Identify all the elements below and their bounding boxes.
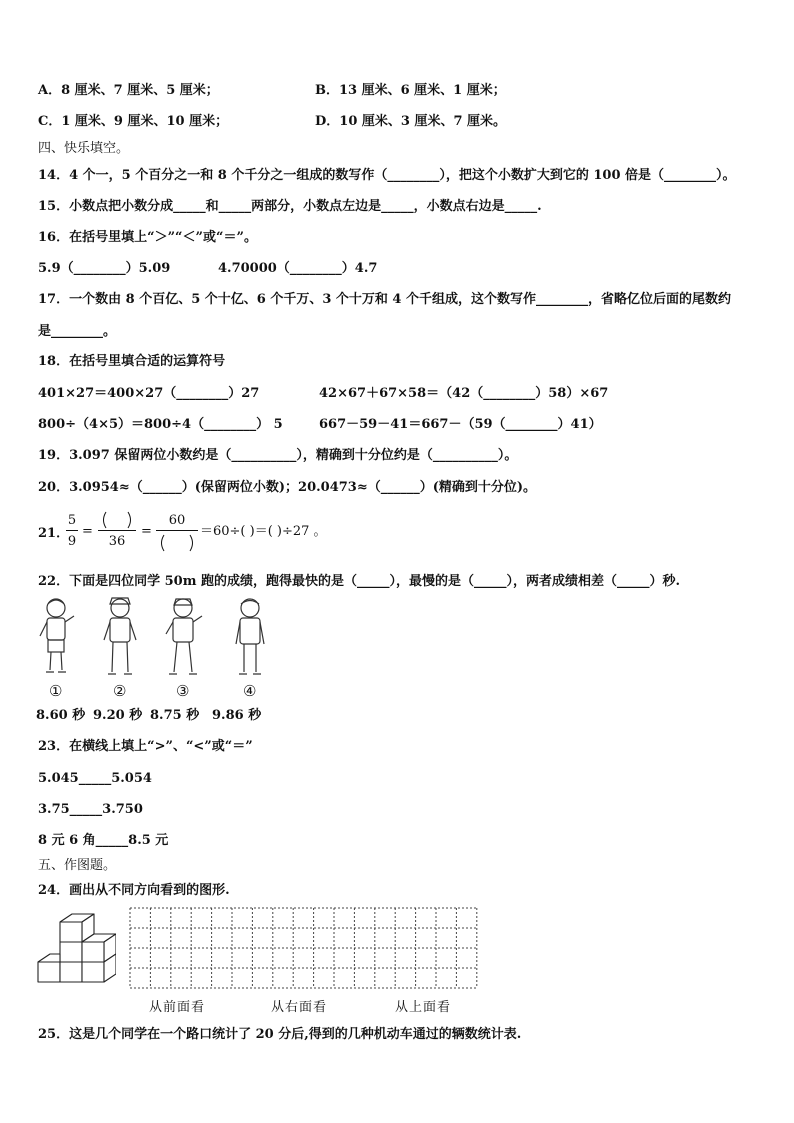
question-18-a: 401×27＝400×27（________）27 (38, 386, 260, 401)
caption-right-view: 从右面看 (271, 1000, 328, 1015)
question-17-line1: 17．一个数由 8 个百亿、5 个十亿、6 个千万、3 个十万和 4 个千组成，这个数写作________，省略亿位后面的尾数约 (38, 292, 731, 307)
question-23-b: 3.75_____3.750 (38, 802, 143, 817)
option-a: A．8 厘米、7 厘米、5 厘米； (38, 83, 219, 98)
student-2-mark: ② (113, 682, 127, 700)
drawing-grid[interactable] (129, 907, 479, 993)
question-16-b: 4.70000（________）4.7 (218, 261, 378, 276)
fraction-3-numerator: 60 (168, 513, 186, 528)
question-23-a: 5.045_____5.054 (38, 771, 152, 786)
fraction-1-bar (66, 530, 78, 531)
option-d: D．10 厘米、3 厘米、7 厘米。 (315, 114, 507, 129)
equals-1: = (82, 524, 93, 539)
section-5-title: 五、作图题。 (38, 858, 117, 873)
student-2-time: 9.20 秒 (93, 708, 143, 723)
student-4-figure (236, 599, 264, 674)
caption-front-view: 从前面看 (149, 1000, 206, 1015)
question-24-stem: 24．画出从不同方向看到的图形. (38, 883, 230, 898)
student-4-time: 9.86 秒 (212, 708, 262, 723)
student-3-mark: ③ (176, 682, 190, 700)
dotted-grid[interactable] (129, 907, 479, 989)
fraction-3-bar (156, 530, 198, 531)
fraction-1-numerator: 5 (67, 513, 77, 528)
equals-2: = (141, 524, 152, 539)
question-25: 25．这是几个同学在一个路口统计了 20 分后,得到的几种机动车通过的辆数统计表. (38, 1027, 522, 1042)
question-22: 22．下面是四位同学 50m 跑的成绩，跑得最快的是（_____），最慢的是（_____），两者成绩相差（_____）秒. (38, 574, 681, 589)
question-16-a: 5.9（________）5.09 (38, 261, 171, 276)
cube-stack-figure (36, 908, 116, 984)
question-18-stem: 18．在括号里填合适的运算符号 (38, 354, 226, 369)
question-19: 19．3.097 保留两位小数约是（__________），精确到十分位约是（__________）。 (38, 448, 518, 463)
question-23-stem: 23．在横线上填上“>”、“<”或“＝” (38, 739, 253, 754)
student-3-figure (166, 599, 202, 674)
question-20: 20．3.0954≈（______）(保留两位小数)；20.0473≈（______）(精确到十分位)。 (38, 480, 537, 495)
question-16-stem: 16．在括号里填上“＞”“＜”或“＝”。 (38, 230, 257, 245)
caption-top-view: 从上面看 (395, 1000, 452, 1015)
student-1-mark: ① (49, 682, 63, 700)
fraction-2-denominator: 36 (108, 534, 126, 549)
question-17-line2: 是________。 (38, 324, 117, 339)
question-18-d: 667－59－41＝667－（59（________）41） (319, 417, 602, 432)
question-23-c: 8 元 6 角_____8.5 元 (38, 833, 169, 848)
question-18-c: 800÷（4×5）＝800÷4（________） 5 (38, 417, 283, 432)
fraction-tail: ＝60÷( )＝( )÷27 。 (200, 524, 327, 539)
option-c: C．1 厘米、9 厘米、10 厘米； (38, 114, 229, 129)
option-b: B．13 厘米、6 厘米、1 厘米； (315, 83, 506, 98)
student-1-figure (40, 599, 74, 672)
student-3-time: 8.75 秒 (150, 708, 200, 723)
question-21-label: 21． (38, 526, 70, 541)
fraction-1-denominator: 9 (67, 534, 77, 549)
student-2-figure (104, 598, 136, 674)
fraction-2-numerator-blank (98, 510, 136, 530)
question-14: 14．4 个一，5 个百分之一和 8 个千分之一组成的数写作（________），把这个小数扩大到它的 100 倍是（________）。 (38, 168, 736, 183)
student-4-mark: ④ (243, 682, 257, 700)
question-18-b: 42×67＋67×58＝（42（________）58）×67 (319, 386, 609, 401)
section-4-title: 四、快乐填空。 (38, 141, 130, 156)
student-1-time: 8.60 秒 (36, 708, 86, 723)
fraction-3-denominator-blank (156, 533, 198, 553)
student-figures (36, 594, 276, 702)
fraction-2-bar (98, 530, 136, 531)
question-15: 15．小数点把小数分成_____和_____两部分，小数点左边是_____，小数点右边是_____. (38, 199, 542, 214)
